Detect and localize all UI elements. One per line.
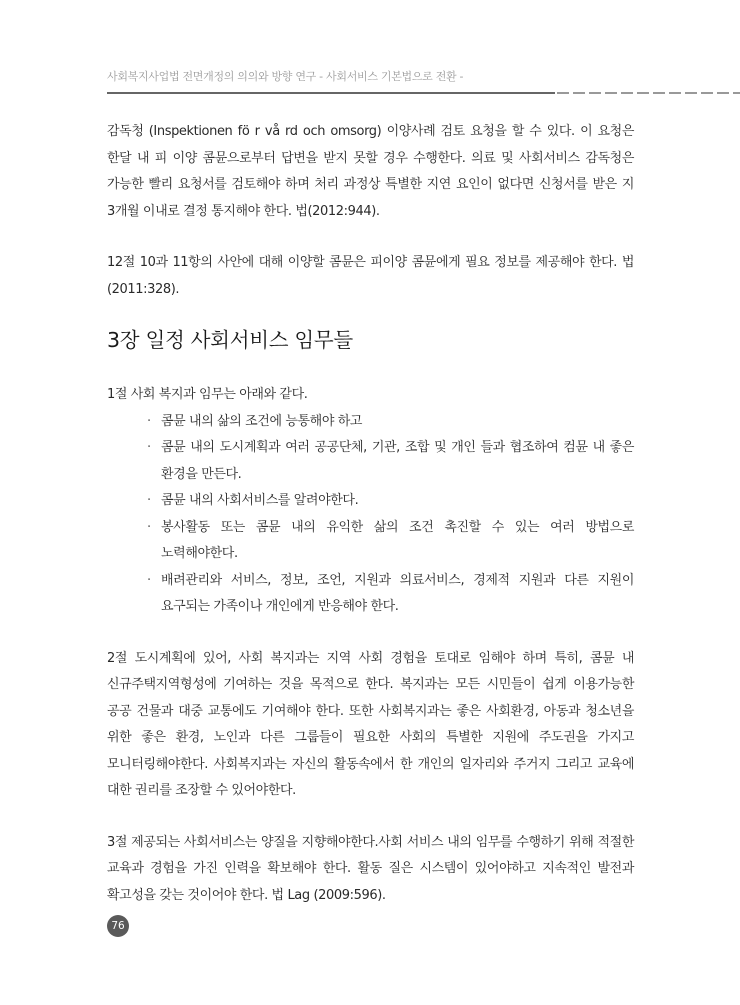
list-item: · 콤뮨 내의 도시계획과 여러 공공단체, 기관, 조합 및 개인 들과 협조하여 컴뮨 내 좋은 환경을 만든다. (147, 435, 634, 488)
header-dashed-rule (557, 92, 740, 94)
paragraph-3: 1절 사회 복지과 임무는 아래와 같다. (107, 387, 308, 402)
header-rule (107, 92, 555, 94)
task-list (107, 409, 634, 621)
paragraph-4: 2절 도시계획에 있어, 사회 복지과는 지역 사회 경험을 토대로 임해야 하며 특히, 콤뮨 내 신규주택지역형성에 기여하는 것을 목적으로 한다. 복지과는 모든 시민들이 쉽게 이용가능한 공공 건물과 대중 교통에도 기여해야 한다. 또한 사회복지과는 좋은 사회환경, 아동과 청소년을 위한 좋은 환경, 노인과 다른 그룹들이 필요한 사회의 특별한 지원에 주도권을 가지고 모니터링해야한다. 사회복지과는 자신의 활동속에서 한 개인의 일자리와 주거지 그리고 교육에 대한 권리를 조장할 수 있어야한다. (107, 650, 634, 798)
chapter-title: 3장 일정 사회서비스 임무들 (107, 328, 353, 352)
bullet-dot: · (147, 440, 151, 455)
list-item: · 콤뮨 내의 사회서비스를 알려야한다. (147, 488, 634, 515)
list-item: · 봉사활동 또는 콤뮨 내의 유익한 삶의 조건 촉진할 수 있는 여러 방법으로 노력해야한다. (147, 515, 634, 568)
paragraph-2: 12절 10과 11항의 사안에 대해 이양할 콤뮨은 피이양 콤뮨에게 필요 정보를 제공해야 한다. 법(2011:328). (107, 255, 634, 297)
bullet-dot: · (147, 572, 151, 588)
paragraph-1: 감독청 (Inspektionen fö r vå rd och omsorg) 이양사례 검토 요청을 할 수 있다. 이 요청은 한달 내 피 이양 콤뮨으로부터 답변을 받지 못할 경우 수행한다. 의료 및 사회서비스 감독청은 가능한 빨리 요청서를 검토해야 하며 처리 과정상 특별한 지연 요인이 없다면 신청서를 받은 지 3개월 이내로 결정 통지해야 한다. 법(2012:944). (107, 124, 634, 219)
bullet-dot: · (147, 519, 151, 535)
bullet-dot: · (147, 413, 151, 429)
bullet-dot: · (147, 493, 151, 508)
page-number-badge: 76 (107, 915, 129, 937)
list-item: · 배려관리와 서비스, 정보, 조언, 지원과 의료서비스, 경제적 지원과 다른 지원이 요구되는 가족이나 개인에게 반응해야 한다. (147, 568, 634, 621)
paragraph-5: 3절 제공되는 사회서비스는 양질을 지향해야한다.사회 서비스 내의 임무를 수행하기 위해 적절한 교육과 경험을 가진 인력을 확보해야 한다. 활동 질은 시스템이 있어야하고 지속적인 발전과 확고성을 갖는 것이어야 한다. 법 Lag (2009:596). (107, 834, 634, 903)
running-header: 사회복지사업법 전면개정의 의의와 방향 연구 - 사회서비스 기본법으로 전환 - (107, 70, 464, 83)
page-content (107, 119, 634, 909)
list-item: · 콤뮨 내의 삶의 조건에 능통해야 하고 (147, 409, 634, 436)
